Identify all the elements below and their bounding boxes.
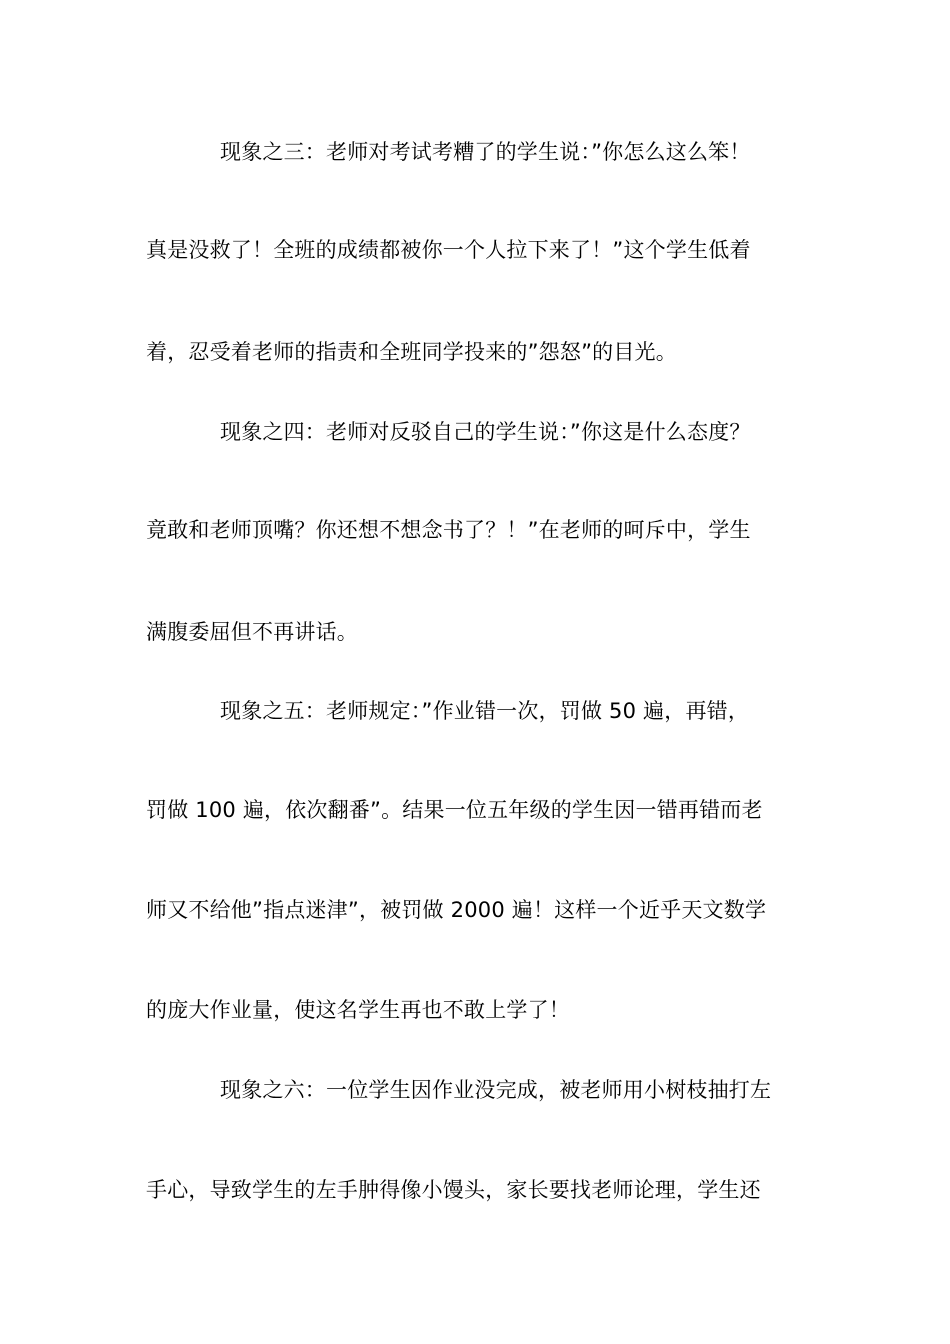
- paragraph-5-line-2: 罚做 100 遍，依次翻番”。结果一位五年级的学生因一错再错而老: [146, 798, 763, 822]
- paragraph-5-line-3: 师又不给他”指点迷津”，被罚做 2000 遍！这样一个近乎天文数学: [146, 898, 767, 922]
- paragraph-3-line-1: 现象之三：老师对考试考糟了的学生说：”你怎么这么笨！: [220, 140, 751, 164]
- paragraph-6-line-2: 手心，导致学生的左手肿得像小馒头，家长要找老师论理，学生还: [146, 1178, 761, 1202]
- paragraph-6-line-1: 现象之六：一位学生因作业没完成，被老师用小树枝抽打左: [220, 1078, 772, 1102]
- paragraph-3-line-3: 着，忍受着老师的指责和全班同学投来的”怨怒”的目光。: [146, 340, 677, 364]
- paragraph-4-line-1: 现象之四：老师对反驳自己的学生说：”你这是什么态度？: [220, 420, 751, 444]
- paragraph-4-line-3: 满腹委屈但不再讲话。: [146, 620, 358, 644]
- paragraph-3-line-2: 真是没救了！全班的成绩都被你一个人拉下来了！”这个学生低着: [146, 238, 751, 262]
- paragraph-5-line-4: 的庞大作业量，使这名学生再也不敢上学了！: [146, 998, 570, 1022]
- paragraph-5-line-1: 现象之五：老师规定：”作业错一次，罚做 50 遍，再错，: [220, 699, 750, 723]
- paragraph-4-line-2: 竟敢和老师顶嘴？你还想不想念书了？！”在老师的呵斥中，学生: [146, 518, 751, 542]
